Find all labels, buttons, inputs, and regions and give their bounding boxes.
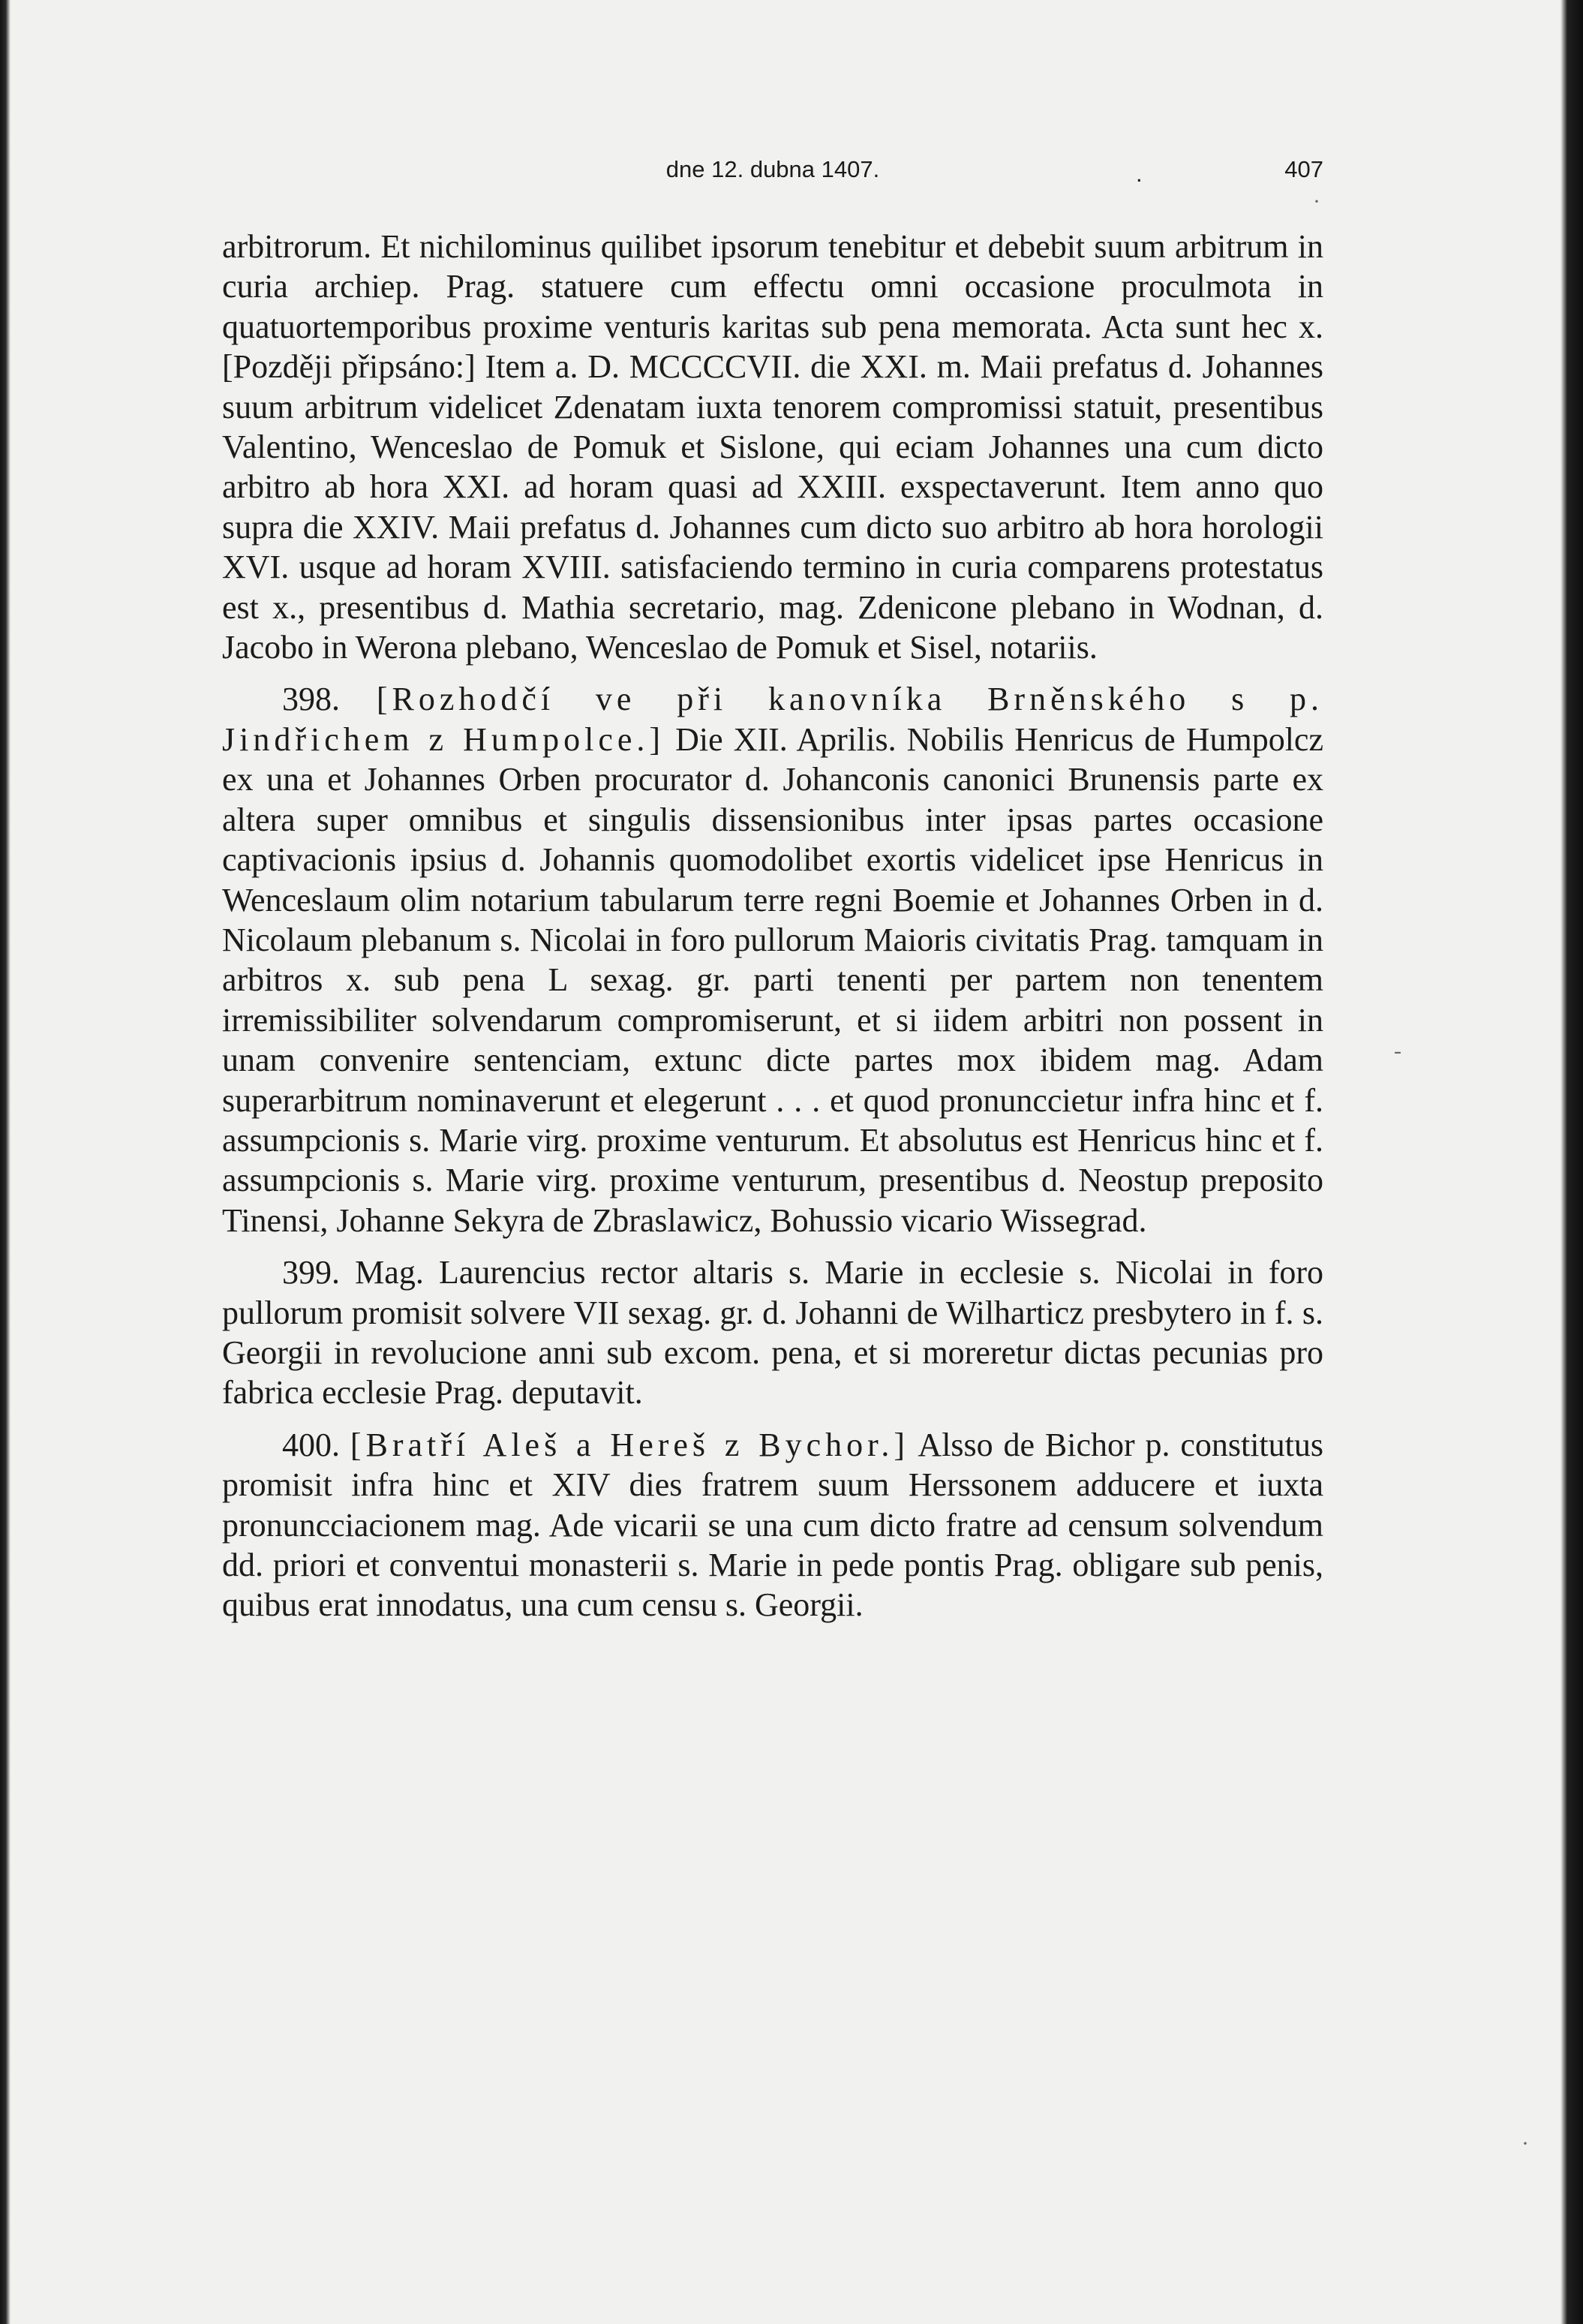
scan-right-edge bbox=[1560, 0, 1583, 2324]
entry-heading: [Rozhodčí ve při kanovníka Brněnského s p. Jindřichem z Humpolce.] bbox=[222, 681, 1324, 758]
entry-text: Alsso de Bichor p. constitutus promisit infra hinc et XIV dies fratrem suum Herssonem adducere et iuxta pronuncciacionem mag. Ade vicarii se una cum dicto fratre ad censum solvendum dd. priori et conventui monasterii s. Marie in pede pontis Prag. obligare sub penis, quibus erat innodatus, una cum censu s. Georgii. bbox=[222, 1426, 1323, 1624]
running-head bbox=[222, 150, 1323, 188]
scan-left-edge bbox=[0, 0, 11, 2324]
paragraph-text: arbitrorum. Et nichilominus quilibet ipsorum tenebitur et debebit suum arbitrum in curia archiep. Prag. statuere cum effectu omni occasione proculmota in quatuortemporibus proxime venturis karitas sub pena memorata. Acta sunt hec x. [Později připsáno:] Item a. D. MCCCCVII. die XXI. m. Maii prefatus d. Johannes suum arbitrum videlicet Zdenatam iuxta tenorem compromissi statuit, presentibus Valentino, Wenceslao de Pomuk et Sislone, qui eciam Johannes una cum dicto arbitro ab hora XXI. ad horam quasi ad XXIII. exspectaverunt. Item anno quo supra die XXIV. Maii prefatus d. Johannes cum dicto suo arbitro ab hora horologii XVI. usque ad horam XVIII. satisfaciendo termino in curia comparens protestatus est x., presentibus d. Mathia secretario, mag. Zdenicone plebano in Wodnan, d. Jacobo in Werona plebano, Wenceslao de Pomuk et Sisel, notariis. bbox=[222, 228, 1323, 666]
entry-heading: [Bratří Aleš a Hereš z Bychor.] bbox=[350, 1426, 909, 1463]
scan-speck: - bbox=[1394, 1039, 1401, 1063]
entry-number: 399. bbox=[282, 1254, 340, 1291]
page-number: 407 bbox=[1284, 156, 1323, 182]
entry-number: 398. bbox=[282, 681, 340, 718]
entry-398 bbox=[222, 679, 1323, 1240]
entry-399 bbox=[222, 1252, 1323, 1413]
scan-speck: · bbox=[1521, 2131, 1529, 2156]
scan-speck: · bbox=[1313, 189, 1320, 214]
entry-text: Die XII. Aprilis. Nobilis Henricus de Humpolcz ex una et Johannes Orben procurator d. Johanconis canonici Brunensis parte ex altera super omnibus et singulis dissensionibus inter ipsas partes occasione captivacionis ipsius d. Johannis quomodolibet exortis videlicet ipse Henricus in Wenceslaum olim notarium tabularum terre regni Boemie et Johannes Orben in d. Nicolaum plebanum s. Nicolai in foro pullorum Maioris civitatis Prag. tamquam in arbitros x. sub pena L sexag. gr. parti tenenti per partem non tenentem irremissibiliter solvendarum compromiserunt, et si iidem arbitri non possent in unam convenire sentenciam, extunc dicte partes mox ibidem mag. Adam superarbitrum nominaverunt et elegerunt . . . et quod pronunccietur infra hinc et f. assumpcionis s. Marie virg. proxime venturum. Et absolutus est Henricus hinc et f. assumpcionis s. Marie virg. proxime venturum, presentibus d. Neostup preposito Tinensi, Johanne Sekyra de Zbraslawicz, Bohussio vicario Wissegrad. bbox=[222, 720, 1323, 1239]
header-mark: . bbox=[1136, 161, 1143, 187]
entry-text: Mag. Laurencius rector altaris s. Marie in ecclesie s. Nicolai in foro pullorum promisit solvere VII sexag. gr. d. Johanni de Wilharticz presbytero in f. s. Georgii in revolucione anni sub excom. pena, et si moreretur dictas pecunias pro fabrica ecclesie Prag. deputavit. bbox=[222, 1254, 1324, 1412]
running-title: dne 12. dubna 1407. bbox=[665, 156, 880, 182]
entry-number: 400. bbox=[282, 1426, 340, 1463]
text-column bbox=[222, 227, 1323, 1625]
entry-400 bbox=[222, 1425, 1323, 1625]
continued-paragraph bbox=[222, 227, 1323, 667]
